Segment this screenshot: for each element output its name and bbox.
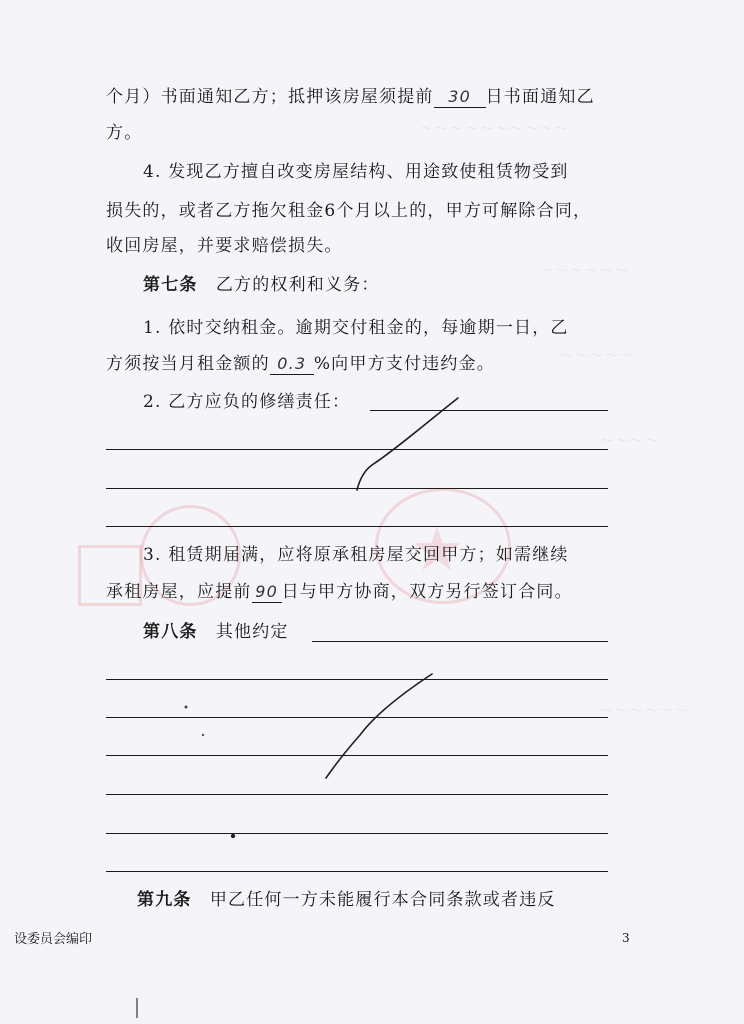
bleed-through-text: ～～～～～～～～～～ [420,122,571,137]
clause-4-line: 4. 发现乙方擅自改变房屋结构、用途致使租赁物受到 [143,162,569,182]
clause-2-line: 2. 乙方应负的修缮责任： [143,392,351,412]
ink-speck [231,834,235,838]
strike-stroke [357,398,458,490]
article-9-heading: 第九条 甲乙任何一方未能履行本合同条款或者违反 [137,890,556,910]
footer-publisher: 设委员会编印 [14,932,93,947]
page-number: 3 [622,931,630,945]
clause-line: 个月）书面通知乙方；抵押该房屋须提前 30 日书面通知乙 [106,87,595,107]
bleed-through-text: ～～～～ [600,434,661,449]
clause-4-line: 收回房屋，并要求赔偿损失。 [106,236,343,256]
bleed-through-text: ～～～～～～ [540,264,631,279]
article-8-heading: 第八条 其他约定 [143,622,289,642]
ink-speck [202,734,204,736]
clause-line: 方。 [106,123,143,143]
clause-1-line: 方须按当月租金额的 0.3 %向甲方支付违约金。 [106,354,495,374]
clause-3-line: 3. 租赁期届满，应将原承租房屋交回甲方；如需继续 [143,545,569,565]
ink-speck [185,706,188,709]
clause-3-line: 承租房屋，应提前 90 日与甲方协商，双方另行签订合同。 [106,582,573,602]
handwritten-notice-days: 90 [252,582,282,603]
strike-stroke [326,674,432,778]
handwritten-days: 30 [434,87,486,108]
bleed-through-text: ～～～～～～ [600,704,691,719]
handwritten-rate: 0.3 [270,354,314,375]
clause-1-line: 1. 依时交纳租金。逾期交付租金的，每逾期一日，乙 [143,318,569,338]
bleed-through-text: ～～～～～ [560,349,636,364]
article-7-heading: 第七条 乙方的权利和义务： [143,275,380,295]
clause-4-line: 损失的，或者乙方拖欠租金6个月以上的，甲方可解除合同， [106,201,592,221]
stamp-star: ★ [410,515,464,585]
